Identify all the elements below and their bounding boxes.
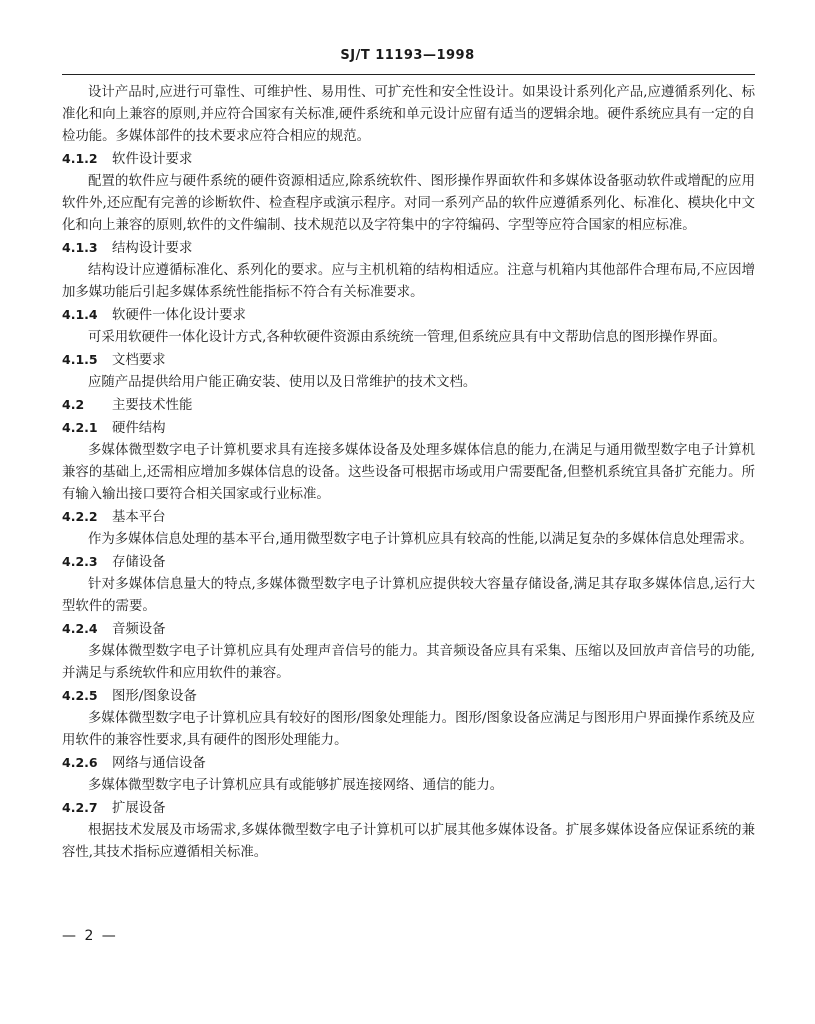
section-heading bbox=[62, 685, 755, 708]
section-title: 结构设计要求 bbox=[112, 241, 193, 256]
paragraph: 作为多媒体信息处理的基本平台,通用微型数字电子计算机应具有较高的性能,以满足复杂的多媒体信息处理需求。 bbox=[88, 532, 753, 547]
section-title: 软硬件一体化设计要求 bbox=[112, 308, 246, 323]
standard-code-header: SJ/T 11193—1998 bbox=[340, 48, 475, 63]
page-number: — 2 — bbox=[62, 928, 118, 944]
section-number: 4.2.3 bbox=[62, 554, 98, 569]
section-number: 4.2.5 bbox=[62, 688, 98, 703]
section-title: 音频设备 bbox=[112, 622, 166, 637]
section-number: 4.1.3 bbox=[62, 240, 98, 255]
section-heading bbox=[62, 349, 755, 372]
paragraph: 多媒体微型数字电子计算机应具有或能够扩展连接网络、通信的能力。 bbox=[88, 778, 504, 793]
section-title: 主要技术性能 bbox=[112, 398, 193, 413]
paragraph: 多媒体微型数字电子计算机应具有较好的图形/图象处理能力。图形/图象设备应满足与图形用户界面操作系统及应用软件的兼容性要求,具有硬件的图形处理能力。 bbox=[62, 711, 755, 748]
section-title: 基本平台 bbox=[112, 510, 166, 525]
section-heading bbox=[62, 148, 755, 171]
section-number: 4.2.1 bbox=[62, 420, 98, 435]
document-body bbox=[62, 82, 755, 864]
section-title: 网络与通信设备 bbox=[112, 756, 206, 771]
section-number: 4.2.2 bbox=[62, 509, 98, 524]
section-heading bbox=[62, 394, 755, 417]
section-number: 4.1.4 bbox=[62, 307, 98, 322]
paragraph: 设计产品时,应进行可靠性、可维护性、易用性、可扩充性和安全性设计。如果设计系列化产品,应遵循系列化、标准化和向上兼容的原则,并应符合国家有关标准,硬件系统和单元设计应留有适当的逻辑余地。硬件系统应具有一定的自检功能。多媒体部件的技术要求应符合相应的规范。 bbox=[62, 85, 755, 144]
section-heading bbox=[62, 237, 755, 260]
section-title: 图形/图象设备 bbox=[112, 689, 197, 704]
section-heading bbox=[62, 797, 755, 820]
paragraph: 应随产品提供给用户能正确安装、使用以及日常维护的技术文档。 bbox=[88, 375, 477, 390]
paragraph: 根据技术发展及市场需求,多媒体微型数字电子计算机可以扩展其他多媒体设备。扩展多媒体设备应保证系统的兼容性,其技术指标应遵循相关标准。 bbox=[62, 823, 755, 860]
section-heading bbox=[62, 618, 755, 641]
paragraph: 针对多媒体信息量大的特点,多媒体微型数字电子计算机应提供较大容量存储设备,满足其存取多媒体信息,运行大型软件的需要。 bbox=[62, 577, 755, 614]
section-number: 4.2.4 bbox=[62, 621, 98, 636]
section-heading bbox=[62, 752, 755, 775]
section-title: 硬件结构 bbox=[112, 421, 166, 436]
section-title: 存储设备 bbox=[112, 555, 166, 570]
section-heading bbox=[62, 551, 755, 574]
paragraph: 配置的软件应与硬件系统的硬件资源相适应,除系统软件、图形操作界面软件和多媒体设备驱动软件或增配的应用软件外,还应配有完善的诊断软件、检查程序或演示程序。对同一系列产品的软件应遵循系列化、标准化、模块化中文化和向上兼容的原则,软件的文件编制、技术规范以及字符集中的字符编码、字型等应符合国家的相应标准。 bbox=[62, 174, 755, 233]
section-title: 文档要求 bbox=[112, 353, 166, 368]
section-number: 4.2.7 bbox=[62, 800, 98, 815]
section-number: 4.1.2 bbox=[62, 151, 98, 166]
section-title: 软件设计要求 bbox=[112, 152, 193, 167]
header-rule bbox=[62, 74, 755, 75]
paragraph: 结构设计应遵循标准化、系列化的要求。应与主机机箱的结构相适应。注意与机箱内其他部件合理布局,不应因增加多媒功能后引起多媒体系统性能指标不符合有关标准要求。 bbox=[62, 263, 755, 300]
section-heading bbox=[62, 506, 755, 529]
paragraph: 多媒体微型数字电子计算机要求具有连接多媒体设备及处理多媒体信息的能力,在满足与通用微型数字电子计算机兼容的基础上,还需相应增加多媒体信息的设备。这些设备可根据市场或用户需要配备,但整机系统宜具备扩充能力。所有输入输出接口要符合相关国家或行业标准。 bbox=[62, 443, 755, 502]
section-number: 4.2 bbox=[62, 397, 85, 412]
section-heading bbox=[62, 417, 755, 440]
section-number: 4.2.6 bbox=[62, 755, 98, 770]
section-heading bbox=[62, 304, 755, 327]
section-number: 4.1.5 bbox=[62, 352, 98, 367]
paragraph: 多媒体微型数字电子计算机应具有处理声音信号的能力。其音频设备应具有采集、压缩以及回放声音信号的功能,并满足与系统软件和应用软件的兼容。 bbox=[62, 644, 755, 681]
section-title: 扩展设备 bbox=[112, 801, 166, 816]
paragraph: 可采用软硬件一体化设计方式,各种软硬件资源由系统统一管理,但系统应具有中文帮助信息的图形操作界面。 bbox=[88, 330, 726, 345]
